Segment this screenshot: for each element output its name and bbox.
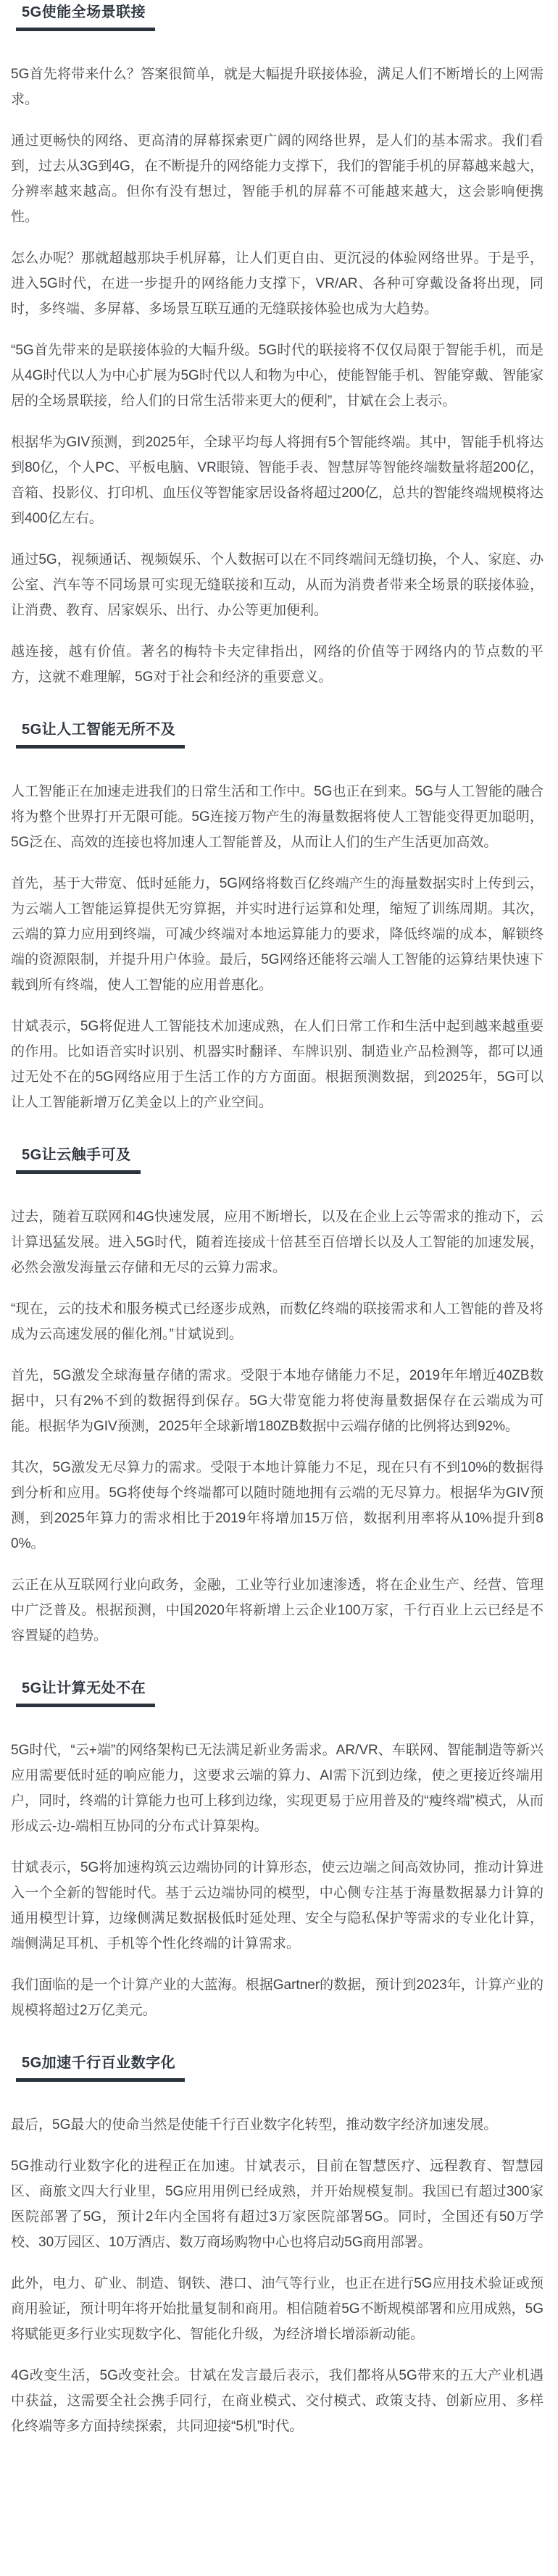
paragraph: 最后，5G最大的使命当然是使能千行百业数字化转型，推动数字经济加速发展。: [11, 2117, 498, 2133]
section-computing-everywhere: [11, 1679, 544, 2023]
section-header: [16, 720, 185, 749]
paragraph: 5G首先将带来什么？答案很简单，就是大幅提升联接体验，满足人们不断增长的上网需求。: [11, 67, 544, 107]
paragraph: 我们面临的是一个计算产业的大蓝海。根据Gartner的数据，预计到2023年，计算产业的规模将超过2万亿美元。: [11, 1977, 544, 2018]
paragraph: 首先，基于大带宽、低时延能力，5G网络将数百亿终端产生的海量数据实时上传到云，为云端人工智能运算提供无穷算据，并实时进行运算和处理，缩短了训练周期。其次，云端的算力应用到终端，可减少终端对本地运算能力的要求，降低终端的成本，解锁终端的资源限制，并提升用户体验。最后，5G网络还能将云端人工智能的运算结果快速下载到所有终端，使人工智能的应用普惠化。: [11, 876, 544, 993]
paragraph: 根据华为GIV预测，到2025年，全球平均每人将拥有5个智能终端。其中，智能手机将达到80亿，个人PC、平板电脑、VR眼镜、智能手表、智慧屏等智能终端数量将超200亿，音箱、投影仪、打印机、血压仪等智能家居设备将超过200亿，总共的智能终端规模将达到400亿左右。: [11, 435, 544, 526]
paragraph: 甘斌表示，5G将促进人工智能技术加速成熟，在人们日常工作和生活中起到越来越重要的作用。比如语音实时识别、机器实时翻译、车牌识别、制造业产品检测等，都可以通过无处不在的5G网络应用于生活工作的方方面面。根据预测数据，到2025年，5G可以让人工智能新增万亿美金以上的产业空间。: [11, 1019, 544, 1110]
paragraph: 怎么办呢？那就超越那块手机屏幕，让人们更自由、更沉浸的体验网络世界。于是乎，进入5G时代，在进一步提升的网络能力支撑下，VR/AR、各种可穿戴设备将出现，同时，多终端、多屏幕、多场景互联互通的无缝联接体验也成为大趋势。: [11, 251, 544, 317]
section-header: [16, 1679, 155, 1707]
section-header: [16, 1146, 141, 1174]
paragraph: 云正在从互联网行业向政务，金融，工业等行业加速渗透，将在企业生产、经营、管理中广泛普及。根据预测，中国2020年将新增上云企业100万家，千行百业上云已经是不容置疑的趋势。: [11, 1577, 544, 1643]
paragraph: 甘斌表示，5G将加速构筑云边端协同的计算形态，使云边端之间高效协同，推动计算进入一个全新的智能时代。基于云边端协同的模型，中心侧专注基于海量数据暴力计算的通用模型计算，边缘侧满足数据极低时延处理、安全与隐私保护等需求的专业化计算，端侧满足耳机、手机等个性化终端的计算需求。: [11, 1860, 544, 1951]
paragraph: 人工智能正在加速走进我们的日常生活和工作中。5G也正在到来。5G与人工智能的融合将为整个世界打开无限可能。5G连接万物产生的海量数据将使人工智能变得更加聪明，5G泛在、高效的连接也将加速人工智能普及，从而让人们的生产生活更加高效。: [11, 784, 544, 850]
paragraph: 首先，5G激发全球海量存储的需求。受限于本地存储能力不足，2019年年增近40ZB数据中，只有2%不到的数据得到保存。5G大带宽能力将使海量数据保存在云端成为可能。根据华为GIV预测，2025年全球新增180ZB数据中云端存储的比例将达到92%。: [11, 1368, 544, 1434]
section-title: 5G加速千行百业数字化: [22, 2055, 176, 2071]
paragraph: 此外，电力、矿业、制造、钢铁、港口、油气等行业，也正在进行5G应用技术验证或预商用验证，预计明年将开始批量复制和商用。相信随着5G不断规模部署和应用成熟，5G将赋能更多行业实现数字化、智能化升级，为经济增长增添新动能。: [11, 2276, 544, 2342]
section-industry-digitalization: [11, 2054, 544, 2439]
section-full-scenario-connection: [11, 3, 544, 690]
section-title: 5G使能全场景联接: [22, 4, 146, 20]
paragraph: 5G推动行业数字化的进程正在加速。甘斌表示，目前在智慧医疗、远程教育、智慧园区、商旅文四大行业里，5G应用用例已经成熟，并开始规模复制。我国已有超过300家医院部署了5G，预计2年内全国将有超过3万家医院部署5G。同时，全国还有50万学校、30万园区、10万酒店、数万商场购物中心也将启动5G商用部署。: [11, 2159, 544, 2250]
section-title: 5G让计算无处不在: [22, 1680, 146, 1696]
paragraph: 5G时代，“云+端”的网络架构已无法满足新业务需求。AR/VR、车联网、智能制造等新兴应用需要低时延的响应能力，这要求云端的算力、AI需下沉到边缘，使之更接近终端用户，同时，终端的计算能力也可上移到边缘，实现更易于应用普及的“瘦终端”模式，从而形成云-边-端相互协同的分布式计算架构。: [11, 1743, 544, 1834]
section-title: 5G让云触手可及: [22, 1147, 131, 1163]
paragraph: 4G改变生活，5G改变社会。甘斌在发言最后表示，我们都将从5G带来的五大产业机遇中获益，这需要全社会携手同行，在商业模式、交付模式、政策支持、创新应用、多样化终端等多方面持续探索，共同迎接“5机”时代。: [11, 2368, 544, 2434]
paragraph: 通过5G，视频通话、视频娱乐、个人数据可以在不同终端间无缝切换，个人、家庭、办公室、汽车等不同场景可实现无缝联接和互动，从而为消费者带来全场景的联接体验，让消费、教育、居家娱乐、出行、办公等更加便利。: [11, 552, 544, 618]
paragraph: 越连接，越有价值。著名的梅特卡夫定律指出，网络的价值等于网络内的节点数的平方，这就不难理解，5G对于社会和经济的重要意义。: [11, 644, 544, 685]
paragraph: “现在，云的技术和服务模式已经逐步成熟，而数亿终端的联接需求和人工智能的普及将成为云高速发展的催化剂。”甘斌说到。: [11, 1301, 544, 1342]
section-header: [16, 2054, 185, 2082]
section-header: [16, 3, 155, 31]
section-title: 5G让人工智能无所不及: [22, 722, 176, 738]
paragraph: 其次，5G激发无尽算力的需求。受限于本地计算能力不足，现在只有不到10%的数据得到分析和应用。5G将使每个终端都可以随时随地拥有云端的无尽算力。根据华为GIV预测，到2025年算力的需求相比于2019年将增加15万倍，数据利用率将从10%提升到80%。: [11, 1460, 544, 1551]
section-ai-everywhere: [11, 720, 544, 1115]
paragraph: 通过更畅快的网络、更高清的屏幕探索更广阔的网络世界，是人们的基本需求。我们看到，过去从3G到4G，在不断提升的网络能力支撑下，我们的智能手机的屏幕越来越大，分辨率越来越高。但你有没有想过，智能手机的屏幕不可能越来越大，这会影响便携性。: [11, 133, 544, 225]
paragraph: “5G首先带来的是联接体验的大幅升级。5G时代的联接将不仅仅局限于智能手机，而是从4G时代以人为中心扩展为5G时代以人和物为中心，使能智能手机、智能穿戴、智能家居的全场景联接，给人们的日常生活带来更大的便利”，甘斌在会上表示。: [11, 343, 544, 409]
paragraph: 过去，随着互联网和4G快速发展，应用不断增长，以及在企业上云等需求的推动下，云计算迅猛发展。进入5G时代，随着连接成十倍甚至百倍增长以及人工智能的加速发展，必然会激发海量云存储和无尽的云算力需求。: [11, 1209, 544, 1275]
section-cloud-within-reach: [11, 1146, 544, 1648]
